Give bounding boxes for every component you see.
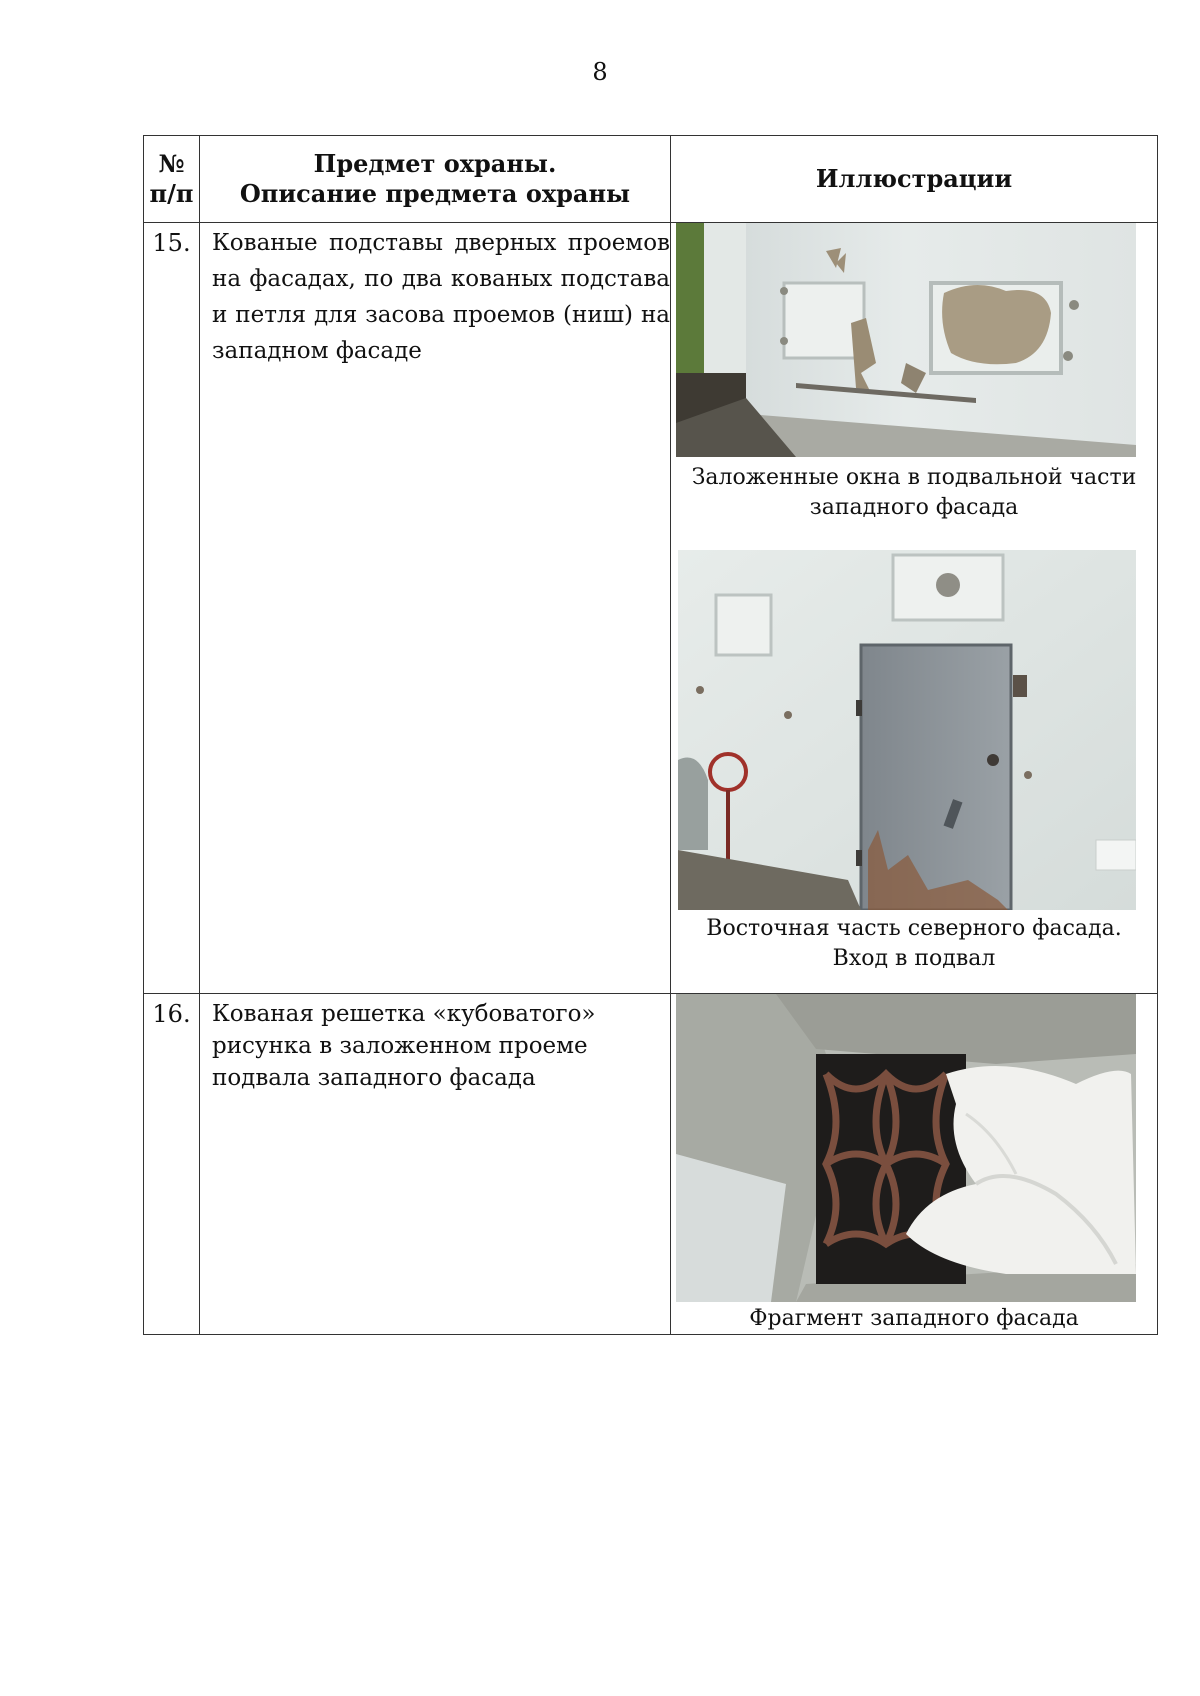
row-description: Кованая решетка «кубоватого» рисунка в заложенном проеме подвала западного фасада	[200, 994, 671, 1335]
header-subject-line2: Описание предмета охраны	[239, 179, 631, 208]
header-num	[144, 136, 200, 223]
header-illustrations: Иллюстрации	[671, 136, 1158, 223]
figure-caption-line1: Фрагмент западного фасада	[749, 1306, 1079, 1331]
page-number: 8	[592, 58, 608, 86]
illustrations-cell	[671, 223, 1158, 994]
header-num-line2: п/п	[149, 179, 194, 208]
table-row	[144, 223, 1158, 994]
row-number: 15.	[144, 223, 200, 994]
figure-caption-line2: Вход в подвал	[832, 946, 996, 971]
wall-bricked-windows-photo	[676, 223, 1136, 457]
table-row	[144, 994, 1158, 1335]
protection-subject-table	[143, 135, 1158, 1335]
illustrations-cell	[671, 994, 1158, 1335]
window-grille-photo	[676, 994, 1136, 1302]
header-subject	[200, 136, 671, 223]
figure-caption-line1: Заложенные окна в подвальной части	[691, 465, 1137, 490]
header-num-line1: №	[158, 149, 185, 178]
row-description: Кованые подставы дверных проемов на фасадах, по два кованых подстава и петля для засова проемов (ниш) на западном фасаде	[200, 223, 671, 994]
figure-caption-line2: западного фасада	[809, 495, 1019, 520]
row-number: 16.	[144, 994, 200, 1335]
figure-caption-line1: Восточная часть северного фасада.	[706, 916, 1122, 941]
table-header-row	[144, 136, 1158, 223]
header-subject-line1: Предмет охраны.	[313, 149, 557, 178]
basement-door-photo	[678, 550, 1136, 910]
